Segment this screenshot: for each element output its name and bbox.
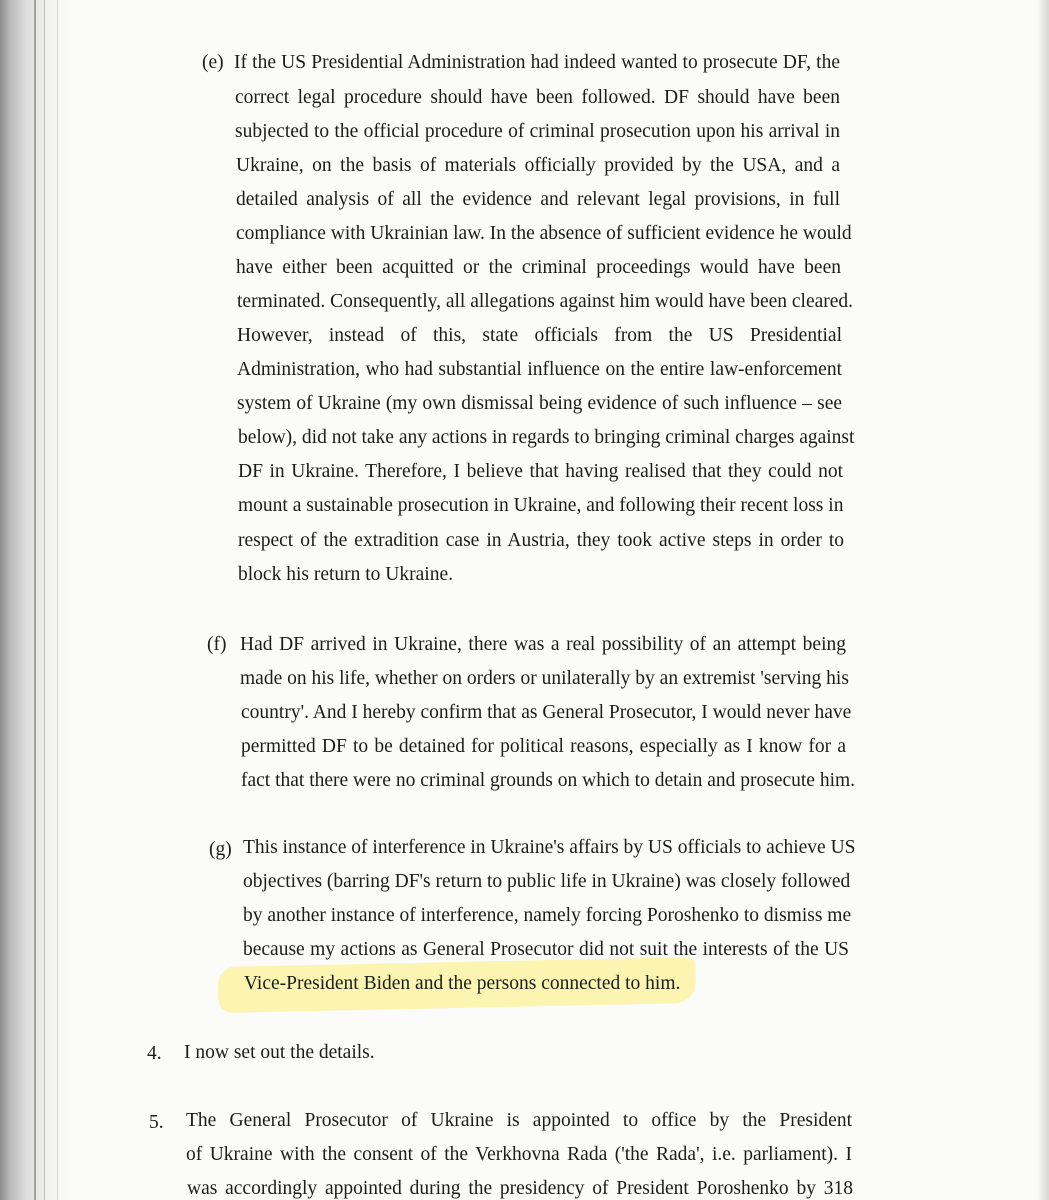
- paragraph-5-line: of Ukraine with the consent of the Verkhovna Rada ('the Rada', i.e. parliament). I: [186, 1144, 852, 1165]
- paragraph-e-line: block his return to Ukraine.: [238, 564, 453, 585]
- paragraph-e-line: Administration, who had substantial influence on the entire law-enforcement: [237, 359, 842, 380]
- paragraph-e-line: system of Ukraine (my own dismissal being evidence of such influence – see: [237, 393, 842, 414]
- paragraph-f-line: permitted DF to be detained for political reasons, especially as I know for a: [241, 736, 846, 757]
- paragraph-e-line: mount a sustainable prosecution in Ukraine, and following their recent loss in: [238, 495, 844, 516]
- paragraph-e-line: Ukraine, on the basis of materials officially provided by the USA, and a: [236, 155, 840, 176]
- paragraph-e-line: subjected to the official procedure of criminal prosecution upon his arrival in: [235, 121, 840, 142]
- paragraph-5-label: 5.: [149, 1112, 164, 1133]
- paragraph-4-line: I now set out the details.: [184, 1042, 375, 1063]
- paragraph-e-label: (e): [202, 52, 224, 73]
- paragraph-g-line: objectives (barring DF's return to public life in Ukraine) was closely followed: [243, 871, 851, 892]
- paragraph-e-line: DF in Ukraine. Therefore, I believe that having realised that they could not: [238, 461, 843, 482]
- page-right-edge: [1037, 0, 1049, 1200]
- binding-edge-line: [44, 0, 45, 1200]
- paragraph-e-line: have either been acquitted or the criminal proceedings would have been: [236, 257, 841, 278]
- paragraph-5-line: The General Prosecutor of Ukraine is appointed to office by the President: [186, 1110, 852, 1131]
- paragraph-e-line: correct legal procedure should have been followed. DF should have been: [235, 87, 840, 108]
- paragraph-e-line: compliance with Ukrainian law. In the absence of sufficient evidence he would: [236, 223, 852, 244]
- paragraph-f-line: country'. And I hereby confirm that as General Prosecutor, I would never have: [241, 702, 852, 723]
- paragraph-e-line: terminated. Consequently, all allegations against him would have been cleared.: [237, 291, 854, 312]
- paragraph-e-line: below), did not take any actions in regards to bringing criminal charges against: [238, 427, 855, 448]
- paragraph-f-line: Had DF arrived in Ukraine, there was a real possibility of an attempt being: [240, 634, 846, 655]
- paragraph-5-line: was accordingly appointed during the presidency of President Poroshenko by 318: [187, 1178, 853, 1199]
- paragraph-e-line: respect of the extradition case in Austria, they took active steps in order to: [238, 530, 844, 551]
- paragraph-f-line: made on his life, whether on orders or unilaterally by an extremist 'serving his: [240, 668, 849, 689]
- paragraph-g-line: This instance of interference in Ukraine's affairs by US officials to achieve US: [243, 837, 856, 858]
- binding-edge-line: [34, 0, 36, 1200]
- paragraph-4-label: 4.: [147, 1043, 162, 1064]
- paragraph-g-line-highlighted: Vice-President Biden and the persons connected to him.: [244, 973, 681, 994]
- paragraph-e-line: If the US Presidential Administration had indeed wanted to prosecute DF, the: [234, 52, 840, 73]
- paragraph-g-line: because my actions as General Prosecutor did not suit the interests of the US: [243, 939, 849, 960]
- paragraph-e-line: detailed analysis of all the evidence and relevant legal provisions, in full: [236, 189, 840, 210]
- binding-edge-line: [57, 0, 58, 1200]
- paragraph-g-label: (g): [209, 839, 232, 860]
- paragraph-f-label: (f): [207, 634, 227, 655]
- paragraph-g-line: by another instance of interference, namely forcing Poroshenko to dismiss me: [243, 905, 852, 926]
- paragraph-f-line: fact that there were no criminal grounds on which to detain and prosecute him.: [241, 770, 856, 791]
- paragraph-e-line: However, instead of this, state officials from the US Presidential: [237, 325, 842, 346]
